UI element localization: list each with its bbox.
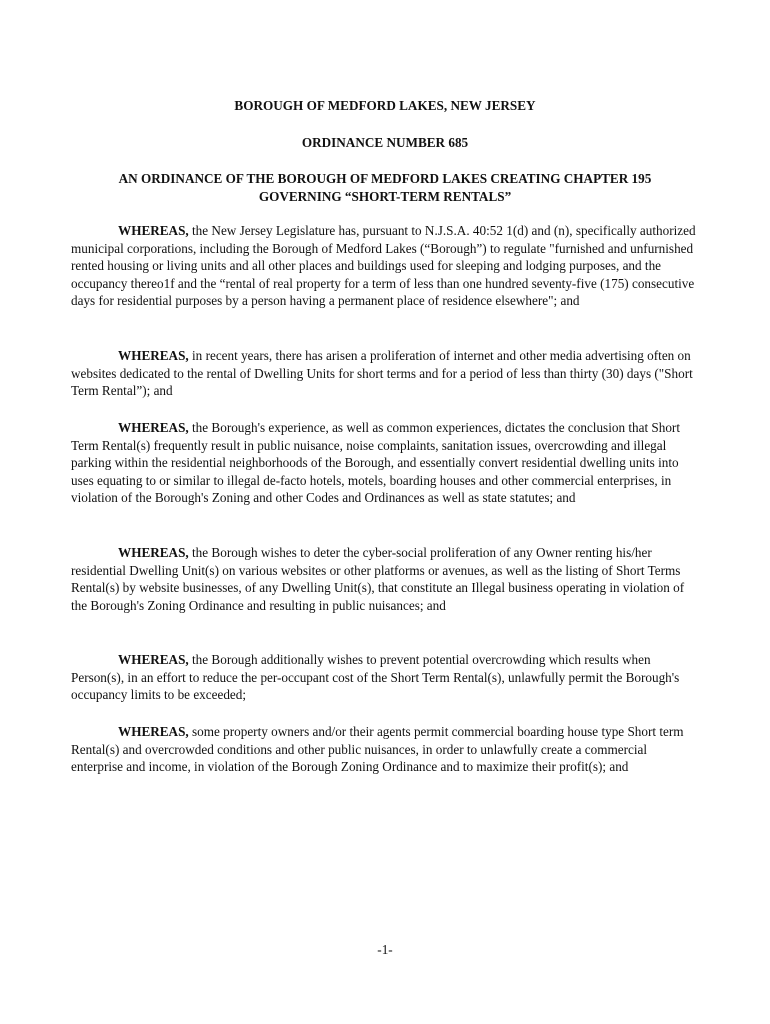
paragraph-lead: WHEREAS, [118,652,189,667]
whereas-paragraph-1 [71,222,698,310]
page-number: -1- [377,942,393,957]
paragraph-text: the Borough additionally wishes to prevent potential overcrowding which results when Person(s), in an effort to reduce the per-occupant cost of the Short Term Rental(s), unlawfully permit the Borough's occupancy limits to be exceeded; [71,652,680,703]
ordinance-number: ORDINANCE NUMBER 685 [301,135,469,150]
paragraph-lead: WHEREAS, [118,420,189,435]
whereas-paragraph-6 [71,723,698,776]
paragraph-text: some property owners and/or their agents permit commercial boarding house type Short term Rental(s) and overcrowded conditions and other public nuisances, in order to unlawfully create a commercial enterprise and income, in violation of the Borough Zoning Ordinance and to maximize their profit(s); and [71,724,684,775]
whereas-paragraph-2 [71,347,698,400]
paragraph-lead: WHEREAS, [118,348,189,363]
paragraph-text: the New Jersey Legislature has, pursuant to N.J.S.A. 40:52 1(d) and (n), specifically authorized municipal corporations, including the Borough of Medford Lakes (“Borough”) to regulate "furnished and unfurnished rented housing or living units and all other places and buildings used for sleeping and lodging purposes, and the occupancy thereo1f and the “rental of real property for a term of less than one hundred seventy-five (175) consecutive days for residential purposes by a person having a permanent place of residence elsewhere"; and [71,223,696,309]
paragraph-text: in recent years, there has arisen a proliferation of internet and other media advertising often on websites dedicated to the rental of Dwelling Units for short terms and for a period of less than thirty (30) days ("Short Term Rental”); and [71,348,693,399]
whereas-paragraph-4 [71,544,698,614]
paragraph-text: the Borough wishes to deter the cyber-social proliferation of any Owner renting his/her residential Dwelling Unit(s) on various websites or other platforms or avenues, as well as the listing of Short Terms Rental(s) by website businesses, of any Dwelling Unit(s), that constitute an Illegal business operating in violation of the Borough's Zoning Ordinance and resulting in public nuisances; and [71,545,685,613]
whereas-paragraph-3 [71,419,698,507]
paragraph-lead: WHEREAS, [118,724,189,739]
document-title: BOROUGH OF MEDFORD LAKES, NEW JERSEY [234,98,536,113]
paragraph-lead: WHEREAS, [118,545,189,560]
whereas-paragraph-5 [71,651,698,704]
paragraph-text: the Borough's experience, as well as common experiences, dictates the conclusion that Short Term Rental(s) frequently result in public nuisance, noise complaints, sanitation issues, overcrowding and illegal parking within the residential neighborhoods of the Borough, and essentially convert residential dwelling units into uses equating to or similar to illegal de-facto hotels, motels, boarding houses and other commercial enterprises, in violation of the Borough's Zoning and other Codes and Ordinances as well as state statutes; and [71,420,680,506]
paragraph-lead: WHEREAS, [118,223,189,238]
ordinance-heading: AN ORDINANCE OF THE BOROUGH OF MEDFORD LAKES CREATING CHAPTER 195 GOVERNING “SHORT-TERM RENTALS” [118,171,652,204]
